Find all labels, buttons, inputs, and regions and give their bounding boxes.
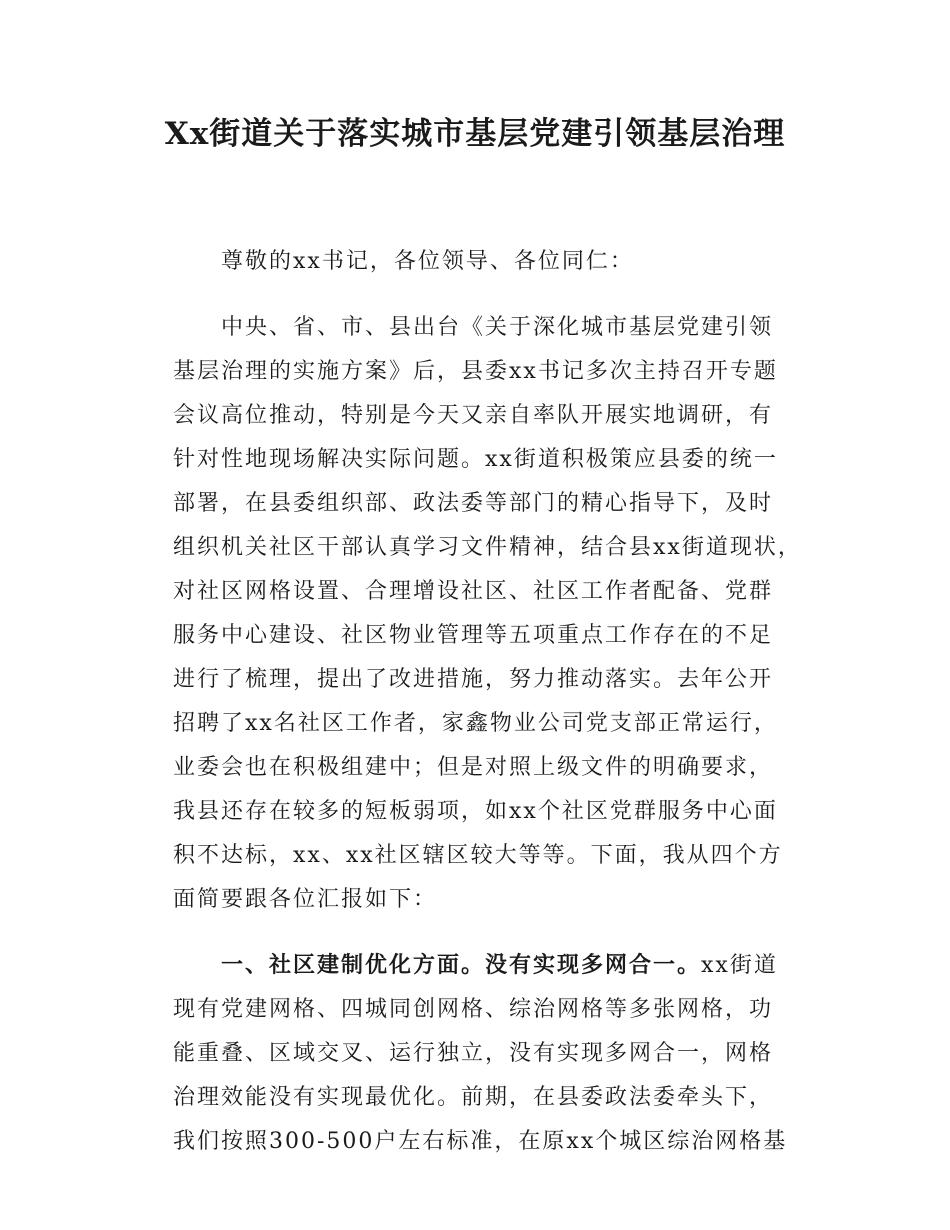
paragraph-line: 现有党建网格、四城同创网格、综治网格等多张网格，功	[173, 997, 774, 1022]
paragraph-line: 能重叠、区域交叉、运行独立，没有实现多网合一，网格	[173, 1041, 774, 1066]
document-body	[173, 240, 813, 1164]
paragraph-line: 面简要跟各位汇报如下：	[173, 887, 438, 912]
section-1-heading: 一、社区建制优化方面。没有实现多网合一。	[221, 953, 702, 978]
section-1-first-line-rest: xx街道	[701, 953, 778, 978]
section-1-first-line	[173, 944, 813, 988]
paragraph-line: 组织机关社区干部认真学习文件精神，结合县xx街道现状，	[173, 535, 802, 560]
document-title: Xx街道关于落实城市基层党建引领基层治理	[164, 116, 786, 152]
paragraph-line: 进行了梳理，提出了改进措施，努力推动落实。去年公开	[173, 667, 774, 692]
paragraph-line: 基层治理的实施方案》后，县委xx书记多次主持召开专题	[173, 359, 778, 384]
paragraph-line: 部署，在县委组织部、政法委等部门的精心指导下，及时	[173, 491, 774, 516]
paragraph-line: 对社区网格设置、合理增设社区、社区工作者配备、党群	[173, 579, 774, 604]
paragraph-line: 服务中心建设、社区物业管理等五项重点工作存在的不足	[173, 623, 774, 648]
salutation: 尊敬的xx书记，各位领导、各位同仁：	[221, 249, 634, 274]
paragraph-line: 业委会也在积极组建中；但是对照上级文件的明确要求，	[173, 755, 774, 780]
paragraph-line: 中央、省、市、县出台《关于深化城市基层党建引领	[221, 315, 774, 340]
paragraph-line: 针对性地现场解决实际问题。xx街道积极策应县委的统一	[173, 447, 778, 472]
paragraph-line: 我县还存在较多的短板弱项，如xx个社区党群服务中心面	[173, 799, 778, 824]
paragraph-line: 积不达标，xx、xx社区辖区较大等等。下面，我从四个方	[173, 843, 783, 868]
paragraph-line: 我们按照300-500户左右标准，在原xx个城区综治网格基	[173, 1129, 788, 1154]
section-1	[173, 944, 813, 1164]
paragraph-line: 会议高位推动，特别是今天又亲自率队开展实地调研，有	[173, 403, 774, 428]
paragraph-intro	[173, 306, 813, 922]
paragraph-line: 招聘了xx名社区工作者，家鑫物业公司党支部正常运行，	[173, 711, 778, 736]
paragraph-line: 治理效能没有实现最优化。前期，在县委政法委牵头下，	[173, 1085, 774, 1110]
